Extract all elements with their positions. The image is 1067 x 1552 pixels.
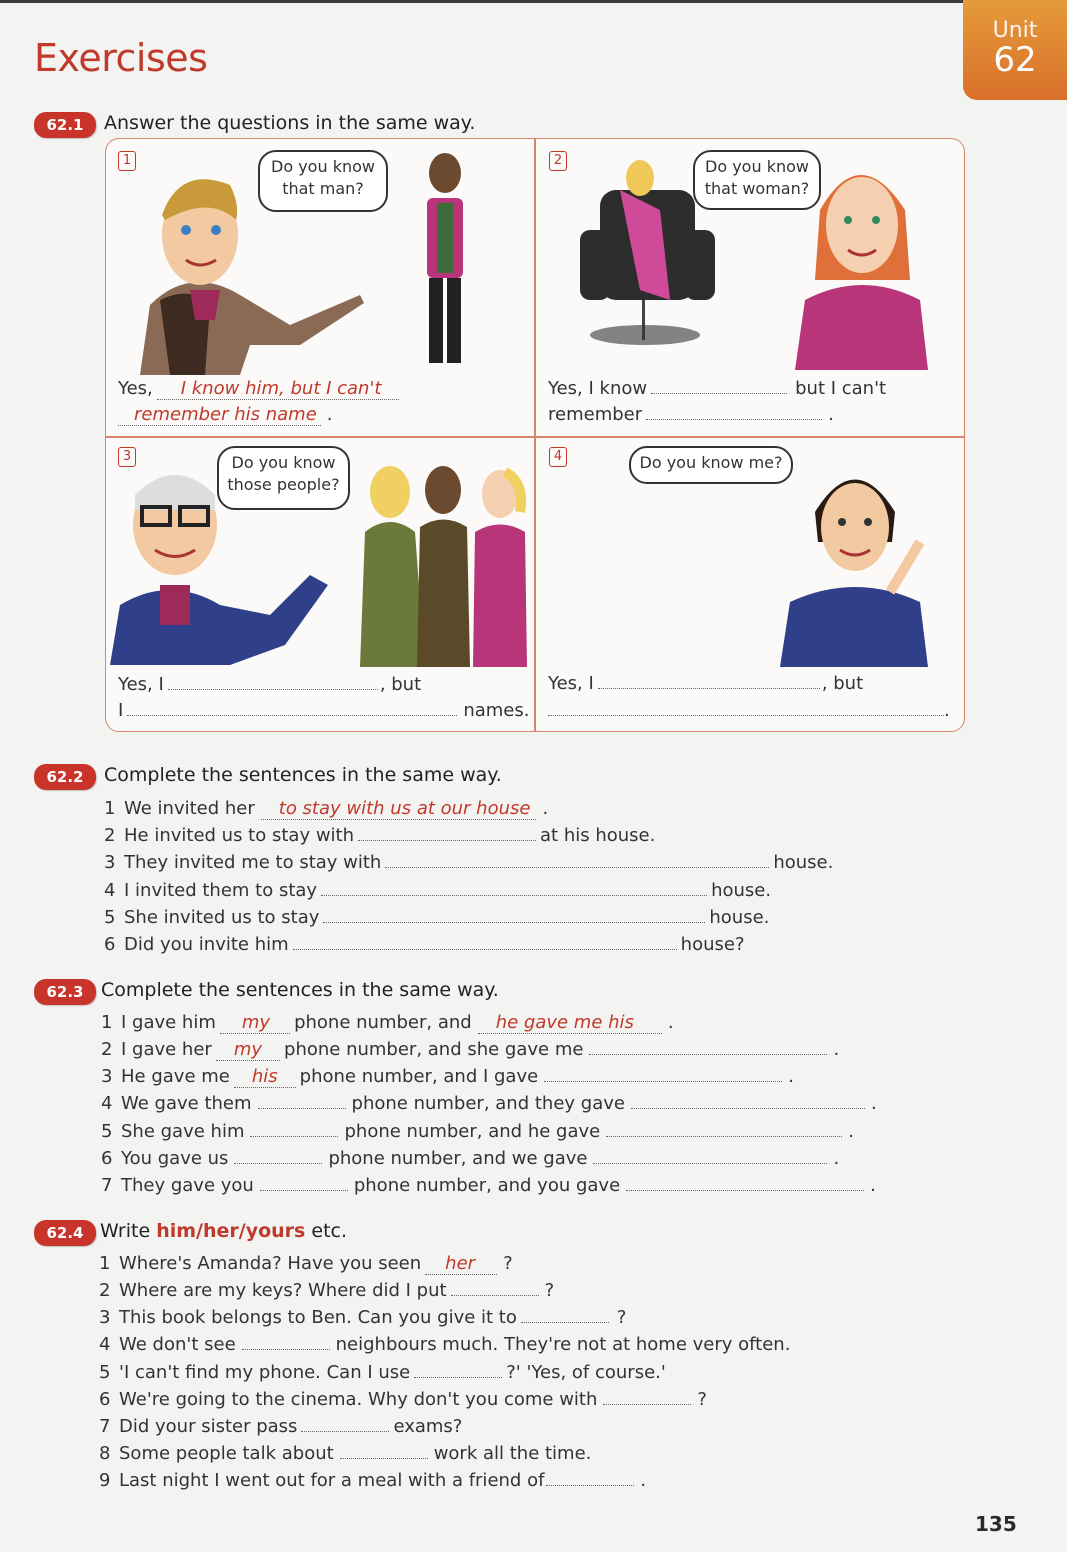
- item-text: phone number, and he gave: [344, 1121, 601, 1142]
- answer-middle: , but: [821, 673, 864, 694]
- blank[interactable]: [321, 881, 707, 896]
- blank[interactable]: [293, 935, 677, 950]
- sample-answer: to stay with us at our house: [261, 798, 537, 820]
- answer-line-3a: [118, 674, 421, 695]
- item-number: 1: [99, 1253, 111, 1274]
- item-number: 6: [101, 1148, 113, 1169]
- item-text: She invited us to stay: [124, 907, 320, 928]
- item-number: 1: [101, 1012, 113, 1033]
- speech-bubble-3: Do you know those people?: [217, 446, 350, 510]
- cell-number-2: 2: [549, 151, 567, 171]
- item-end: at his house.: [540, 825, 656, 846]
- item-text: You gave us: [121, 1148, 229, 1169]
- item-end: house.: [773, 852, 834, 873]
- item-number: 2: [101, 1039, 113, 1060]
- blank[interactable]: [323, 908, 705, 923]
- item-number: 6: [99, 1389, 111, 1410]
- item-text: phone number, and I gave: [299, 1066, 539, 1087]
- item-end: .: [788, 1066, 794, 1087]
- heading-keywords: him/her/yours: [156, 1220, 306, 1242]
- item-end: ?: [503, 1253, 513, 1274]
- blank[interactable]: [651, 379, 787, 394]
- line-end: .: [944, 700, 950, 721]
- item-number: 7: [101, 1175, 113, 1196]
- item-number: 9: [99, 1470, 111, 1491]
- answer-prefix: I: [118, 700, 124, 721]
- sample-answer: my: [216, 1039, 280, 1061]
- exercise-item: [104, 880, 771, 901]
- sample-answer: his: [234, 1066, 296, 1088]
- item-text: Where's Amanda? Have you seen: [119, 1253, 422, 1274]
- exercise-item: [99, 1416, 462, 1437]
- item-number: 3: [99, 1307, 111, 1328]
- blank[interactable]: [544, 1067, 782, 1082]
- item-text: phone number, and we gave: [328, 1148, 588, 1169]
- item-end: .: [870, 1093, 877, 1114]
- item-number: 3: [101, 1066, 113, 1087]
- exercise-badge-62-3: 62.3: [34, 979, 96, 1005]
- blank[interactable]: [340, 1444, 428, 1459]
- item-number: 1: [104, 798, 116, 819]
- cell-number-3: 3: [118, 447, 136, 467]
- man-standing-illustration: [405, 148, 485, 373]
- answer-line-4a: [548, 673, 863, 694]
- item-end: ?: [544, 1280, 555, 1301]
- exercise-item: [101, 1039, 839, 1061]
- exercise-item: [99, 1443, 591, 1464]
- exercise-item: [104, 934, 745, 955]
- answer-prefix: Yes,: [118, 378, 153, 399]
- item-text: phone number, and they gave: [351, 1093, 625, 1114]
- item-number: 5: [99, 1362, 111, 1383]
- exercise-item: [104, 798, 548, 820]
- item-end: .: [848, 1121, 854, 1142]
- item-text: We gave them: [121, 1093, 252, 1114]
- item-text: He gave me: [121, 1066, 230, 1087]
- sample-answer: my: [220, 1012, 290, 1034]
- item-end: .: [667, 1012, 674, 1033]
- blank[interactable]: [385, 853, 769, 868]
- line-end: .: [828, 404, 834, 425]
- exercise-item: [101, 1012, 674, 1034]
- item-text: neighbours much. They're not at home very often.: [335, 1334, 791, 1355]
- item-text: work all the time.: [433, 1443, 592, 1464]
- item-end: .: [833, 1148, 840, 1169]
- item-number: 3: [104, 852, 116, 873]
- blank[interactable]: [606, 1122, 842, 1137]
- item-text: I gave her: [121, 1039, 212, 1060]
- exercise-heading-62-1: Answer the questions in the same way.: [104, 112, 476, 134]
- answer-line-4b: [548, 700, 950, 721]
- exercise-item: [99, 1334, 790, 1355]
- group-of-people-illustration: [355, 452, 535, 667]
- item-text: Did you invite him: [124, 934, 289, 955]
- blank[interactable]: [414, 1363, 502, 1378]
- answer-prefix: Yes, I: [118, 674, 164, 695]
- blank[interactable]: [168, 675, 378, 690]
- answer-prefix: Yes, I know: [548, 378, 648, 399]
- item-text: We're going to the cinema. Why don't you come with: [119, 1389, 598, 1410]
- item-text: Some people talk about: [119, 1443, 334, 1464]
- exercise-item: [101, 1093, 877, 1114]
- item-end: .: [833, 1039, 840, 1060]
- answer-middle: but I can't: [795, 378, 887, 399]
- exercise-heading-62-2: Complete the sentences in the same way.: [104, 764, 502, 786]
- item-end: house.: [711, 880, 772, 901]
- cell-number-1: 1: [118, 151, 136, 171]
- item-text: We don't see: [119, 1334, 236, 1355]
- sample-answer: I know him, but I can't: [157, 378, 400, 400]
- blank[interactable]: [548, 701, 944, 716]
- item-end: .: [542, 798, 549, 819]
- item-text: He invited us to stay with: [124, 825, 355, 846]
- item-end: ?: [616, 1307, 627, 1328]
- item-text: phone number, and: [294, 1012, 472, 1033]
- answer-line-1a: [118, 378, 399, 400]
- blank[interactable]: [260, 1176, 348, 1191]
- speech-bubble-2: Do you know that woman?: [693, 150, 821, 210]
- blank[interactable]: [451, 1281, 539, 1296]
- blank[interactable]: [598, 674, 820, 689]
- blank[interactable]: [646, 405, 822, 420]
- item-number: 2: [99, 1280, 111, 1301]
- blank[interactable]: [234, 1149, 322, 1164]
- blank[interactable]: [258, 1094, 346, 1109]
- answer-middle: , but: [379, 674, 422, 695]
- item-end: house.: [709, 907, 770, 928]
- item-text: This book belongs to Ben. Can you give it to: [119, 1307, 517, 1328]
- item-number: 7: [99, 1416, 111, 1437]
- item-end: .: [870, 1175, 876, 1196]
- blank[interactable]: [358, 826, 536, 841]
- page-number: 135: [975, 1512, 1017, 1536]
- exercise-badge-62-2: 62.2: [34, 764, 96, 790]
- exercise-heading-62-3: Complete the sentences in the same way.: [101, 979, 499, 1001]
- exercise-item: [101, 1148, 839, 1169]
- grid-divider-horizontal: [105, 436, 965, 438]
- exercise-item: [99, 1362, 666, 1383]
- blank[interactable]: [546, 1471, 634, 1486]
- unit-tab: [963, 0, 1067, 100]
- item-end: .: [640, 1470, 647, 1491]
- exercise-item: [101, 1121, 854, 1142]
- woman-pointing-at-herself-illustration: [780, 452, 930, 667]
- top-rule: [0, 0, 1067, 3]
- blank[interactable]: [603, 1390, 691, 1405]
- answer-line-2a: [548, 378, 886, 399]
- exercise-item: [101, 1175, 876, 1196]
- item-number: 8: [99, 1443, 111, 1464]
- item-text: I invited them to stay: [124, 880, 318, 901]
- blank[interactable]: [127, 701, 457, 716]
- exercise-item: [101, 1066, 794, 1088]
- exercise-item: [104, 907, 769, 928]
- sample-answer: remember his name: [118, 404, 321, 426]
- answer-line-2b: [548, 404, 834, 425]
- item-text: phone number, and she gave me: [284, 1039, 584, 1060]
- item-text: We invited her: [124, 798, 255, 819]
- exercise-badge-62-4: 62.4: [34, 1220, 96, 1246]
- blank[interactable]: [242, 1335, 330, 1350]
- unit-label: Unit: [992, 18, 1038, 43]
- unit-number: 62: [993, 40, 1037, 80]
- blank[interactable]: [589, 1040, 827, 1055]
- heading-text: etc.: [311, 1220, 348, 1242]
- answer-prefix: Yes, I: [548, 673, 594, 694]
- sample-answer: he gave me his: [478, 1012, 662, 1034]
- exercise-item: [99, 1280, 554, 1301]
- item-text: They invited me to stay with: [124, 852, 382, 873]
- item-number: 5: [104, 907, 116, 928]
- item-number: 6: [104, 934, 116, 955]
- item-text: Where are my keys? Where did I put: [119, 1280, 447, 1301]
- speech-bubble-4: Do you know me?: [629, 446, 793, 484]
- exercise-heading-62-4: [100, 1220, 347, 1242]
- line-end: .: [326, 404, 333, 425]
- answer-line-3b: [118, 700, 529, 721]
- blank[interactable]: [593, 1149, 827, 1164]
- sample-answer: her: [425, 1253, 497, 1275]
- exercise-item: [99, 1307, 626, 1328]
- answer-end: names.: [463, 700, 530, 721]
- item-text: She gave him: [121, 1121, 245, 1142]
- exercise-item: [104, 825, 655, 846]
- exercise-badge-62-1: 62.1: [34, 112, 96, 138]
- cell-number-4: 4: [549, 447, 567, 467]
- item-number: 2: [104, 825, 116, 846]
- item-text: Last night I went out for a meal with a friend of: [119, 1470, 545, 1491]
- exercise-item: [99, 1253, 513, 1275]
- blank[interactable]: [631, 1094, 865, 1109]
- item-text: I gave him: [121, 1012, 216, 1033]
- item-text: exams?: [393, 1416, 463, 1437]
- speech-bubble-1: Do you know that man?: [258, 150, 388, 212]
- answer-line-1b: [118, 404, 333, 426]
- exercise-item: [99, 1389, 707, 1410]
- item-number: 4: [104, 880, 116, 901]
- item-number: 4: [101, 1093, 113, 1114]
- heading-text: Write: [100, 1220, 151, 1242]
- item-number: 4: [99, 1334, 111, 1355]
- blank[interactable]: [521, 1308, 609, 1323]
- item-text: ?' 'Yes, of course.': [506, 1362, 666, 1383]
- exercise-item: [104, 852, 833, 873]
- page-title: Exercises: [34, 36, 208, 80]
- item-end: ?: [697, 1389, 707, 1410]
- item-number: 5: [101, 1121, 113, 1142]
- item-text: Did your sister pass: [119, 1416, 298, 1437]
- blank[interactable]: [626, 1176, 864, 1191]
- item-text: 'I can't find my phone. Can I use: [119, 1362, 411, 1383]
- exercise-item: [99, 1470, 646, 1491]
- item-end: house?: [680, 934, 745, 955]
- blank[interactable]: [250, 1122, 338, 1137]
- item-text: They gave you: [121, 1175, 254, 1196]
- item-text: phone number, and you gave: [353, 1175, 621, 1196]
- answer-prefix: remember: [548, 404, 643, 425]
- blank[interactable]: [301, 1417, 389, 1432]
